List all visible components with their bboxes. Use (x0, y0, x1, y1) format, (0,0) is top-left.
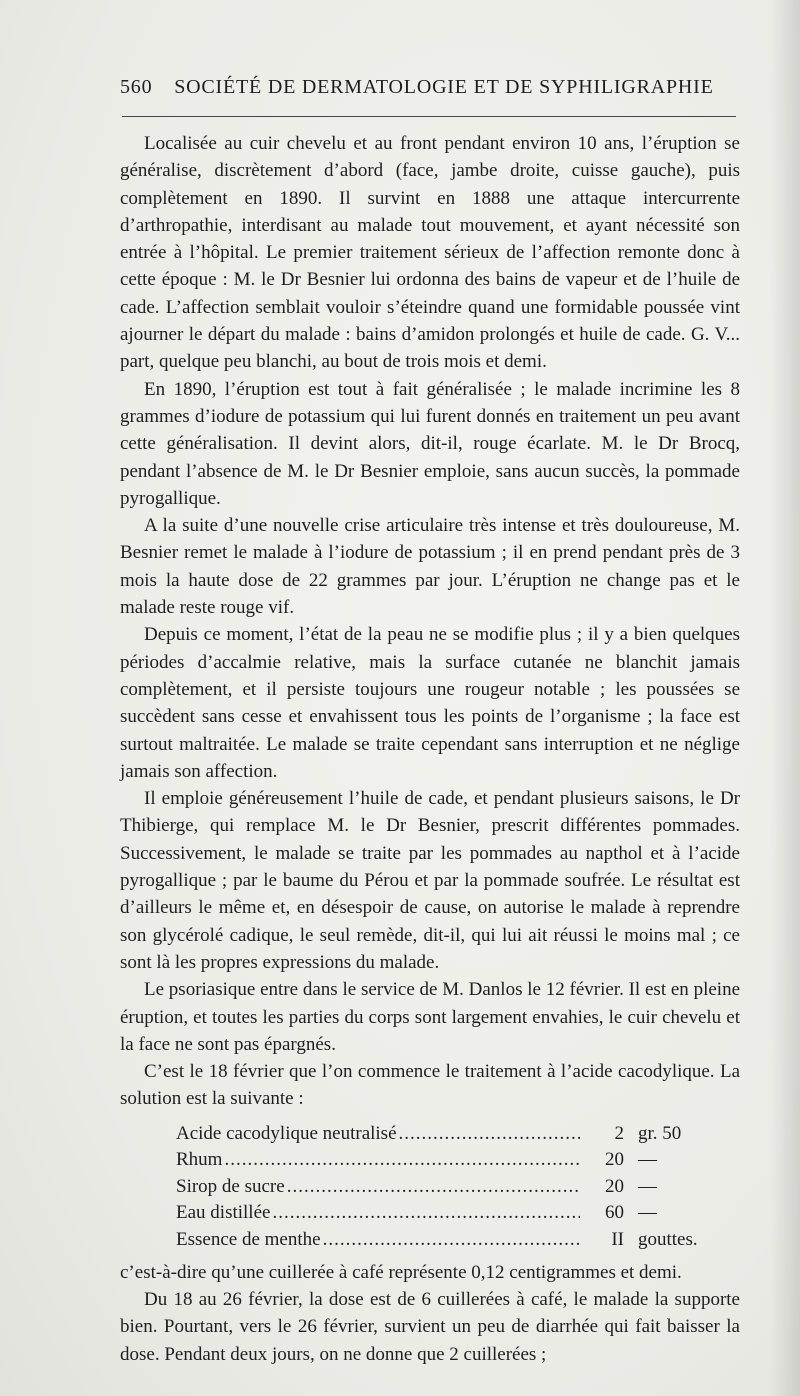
paragraph: Il emploie généreusement l’huile de cade, et pendant plusieurs saisons, le Dr Thibierge, qui remplace M. le Dr Besnier, prescrit différentes pommades. Successivement, le malade se traite par les pommades au napthol et à l’acide pyrogallique ; par le baume du Pérou et par la pommade soufrée. Le résultat est d’ailleurs le même et, en désespoir de cause, on autorise le malade à reprendre son glycérolé cadique, le seul remède, dit-il, qui lui ait réussi le moins mal ; ce sont là les propres expressions du malade. (120, 788, 740, 973)
ingredient-unit: gouttes. (638, 1229, 698, 1251)
paragraph: Depuis ce moment, l’état de la peau ne se modifie plus ; il y a bien quelques périodes d’accalmie relative, mais la surface cutanée ne blanchit jamais complètement, et il persiste toujours une rougeur notable ; les poussées se succèdent sans cesse et envahissent tous les points de l’organisme ; la face est surtout maltraitée. Le malade se traite cependant sans interruption et ne néglige jamais son affection. (120, 624, 740, 782)
page-number: 560 (120, 76, 153, 98)
leader-dots (287, 1173, 580, 1200)
ingredient-quantity: 20 (605, 1149, 624, 1171)
page-body (120, 130, 740, 1368)
recipe-item (120, 1146, 740, 1173)
paragraph: En 1890, l’éruption est tout à fait généralisée ; le malade incrimine les 8 grammes d’iodure de potassium qui lui furent donnés en traitement un peu avant cette généralisation. Il devint alors, dit-il, rouge écarlate. M. le Dr Brocq, pendant l’absence de M. le Dr Besnier emploie, sans aucun succès, la pommade pyrogallique. (120, 378, 740, 509)
leader-dots (323, 1226, 580, 1253)
ingredient-quantity: 20 (605, 1175, 624, 1197)
ingredient-quantity: 60 (605, 1202, 624, 1224)
recipe-note: c’est-à-dire qu’une cuillerée à café représente 0,12 centigrammes et demi. (120, 1261, 682, 1283)
recipe-list (120, 1120, 740, 1253)
recipe-item (120, 1120, 740, 1147)
paragraph: Le psoriasique entre dans le service de M. Danlos le 12 février. Il est en pleine éruption, et toutes les parties du corps sont largement envahies, le cuir chevelu et la face ne sont pas épargnés. (120, 979, 740, 1055)
page-edge-shadow (770, 0, 800, 1396)
ingredient-name: Rhum (176, 1149, 223, 1171)
leader-dots (272, 1199, 580, 1226)
ingredient-name: Sirop de sucre (176, 1175, 285, 1197)
paragraph: A la suite d’une nouvelle crise articulaire très intense et très douloureuse, M. Besnier remet le malade à l’iodure de potassium ; il en prend pendant près de 3 mois la haute dose de 22 grammes par jour. L’éruption ne change pas et le malade reste rouge vif. (120, 515, 740, 619)
header-rule (122, 116, 736, 117)
running-header (120, 76, 740, 99)
ingredient-name: Acide cacodylique neutralisé (176, 1122, 397, 1144)
paragraph: C’est le 18 février que l’on commence le traitement à l’acide cacodylique. La solution est la suivante : (120, 1061, 740, 1110)
ingredient-unit: gr. 50 (638, 1122, 682, 1144)
recipe-item (120, 1226, 740, 1253)
paragraph: Du 18 au 26 février, la dose est de 6 cuillerées à café, le malade la supporte bien. Pourtant, vers le 26 février, survient un peu de diarrhée qui fait baisser la dose. Pendant deux jours, on ne donne que 2 cuillerées ; (120, 1288, 740, 1365)
ingredient-quantity: II (611, 1229, 624, 1251)
ingredient-name: Eau distillée (176, 1202, 271, 1224)
recipe-item (120, 1199, 740, 1226)
ingredient-name: Essence de menthe (176, 1229, 321, 1251)
ingredient-unit: — (638, 1202, 657, 1224)
paragraph: Localisée au cuir chevelu et au front pendant environ 10 ans, l’éruption se généralise, discrètement d’abord (face, jambe droite, cuisse gauche), puis complètement en 1890. Il survint en 1888 une attaque intercurrente d’arthropathie, interdisant au malade tout mouvement, et ayant nécessité son entrée à l’hôpital. Le premier traitement sérieux de l’affection remonte donc à cette époque : M. le Dr Besnier lui ordonna des bains de vapeur et de l’huile de cade. L’affection semblait vouloir s’éteindre quand une formidable poussée vint ajourner le départ du malade : bains d’amidon prolongés et huile de cade. G. V... part, quelque peu blanchi, au bout de trois mois et demi. (120, 133, 740, 373)
ingredient-quantity: 2 (614, 1122, 624, 1144)
running-title: SOCIÉTÉ DE DERMATOLOGIE ET DE SYPHILIGRAPHIE (174, 76, 714, 98)
leader-dots (224, 1146, 580, 1173)
ingredient-unit: — (638, 1149, 657, 1171)
ingredient-unit: — (638, 1175, 657, 1197)
recipe-item (120, 1173, 740, 1200)
leader-dots (399, 1120, 580, 1147)
